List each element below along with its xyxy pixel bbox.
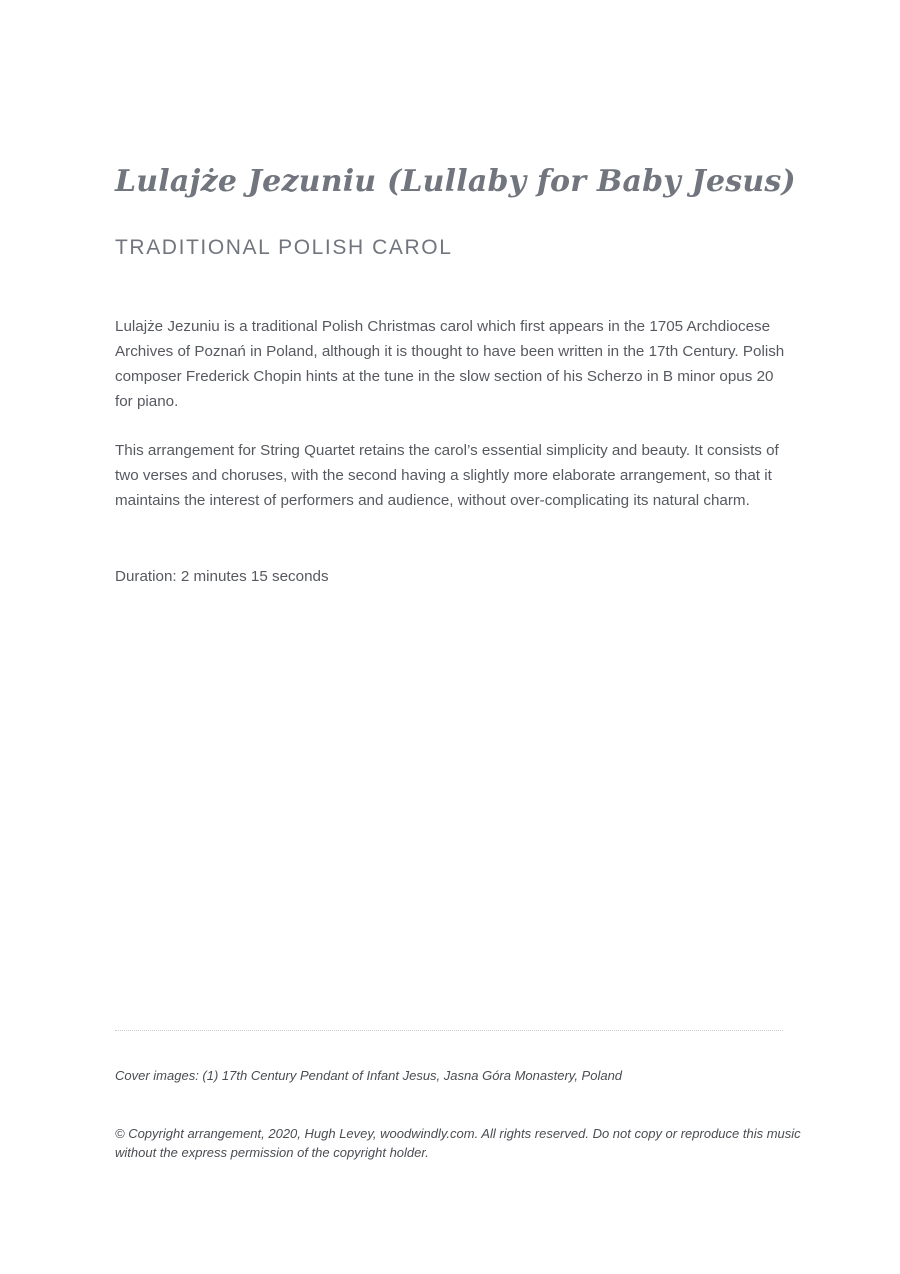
copyright-notice: © Copyright arrangement, 2020, Hugh Levey, woodwindly.com. All rights reserved. Do not copy or reproduce this music without the express permission of the copyright holder. <box>115 1126 801 1160</box>
footer-divider <box>115 1030 783 1031</box>
duration-text: Duration: 2 minutes 15 seconds <box>115 568 329 585</box>
page-title: Lulajże Jezuniu (Lullaby for Baby Jesus) <box>115 164 796 199</box>
description-paragraph-history: Lulajże Jezuniu is a traditional Polish Christmas carol which first appears in the 1705 Archdiocese Archives of Poznań in Poland, although it is thought to have been written in the 17th Century. Polish composer Frederick Chopin hints at the tune in the slow section of his Scherzo in B minor opus 20 for piano. <box>115 318 785 410</box>
description-paragraph-arrangement: This arrangement for String Quartet retains the carol’s essential simplicity and beauty. It consists of two verses and choruses, with the second having a slightly more elaborate arrangement, so that it maintains the interest of performers and audience, without over-complicating its natural charm. <box>115 442 779 509</box>
cover-images-credit: Cover images: (1) 17th Century Pendant of Infant Jesus, Jasna Góra Monastery, Poland <box>115 1068 623 1083</box>
page-subtitle: TRADITIONAL POLISH CAROL <box>115 236 453 259</box>
